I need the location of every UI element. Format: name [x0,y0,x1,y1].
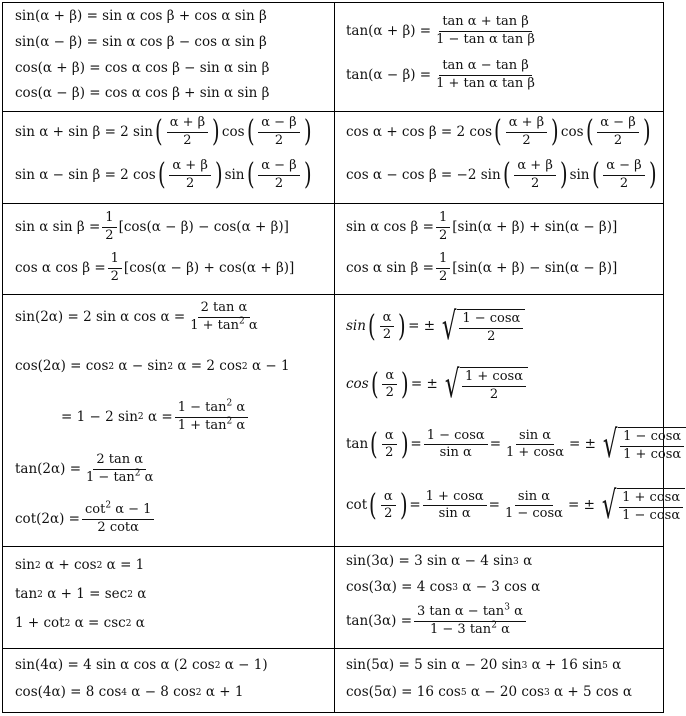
formula-cos-quadruple: cos(4α) = 8 cos 4 α − 8 cos 2 α + 1 [15,684,244,700]
formula-sin-sum: sin(α + β) = sin α cos β + cos α sin β [15,8,267,24]
row-divider [3,294,663,295]
formula-cos-sin-product: cos α sin β = $\frac{1}{2}$ [sin(α + β) − sin(α − β)] [346,251,618,284]
formula-pythagorean-3: 1 + cot 2 α = csc 2 α [15,615,145,631]
formula-cos-double: cos(2α) = cos 2 α − sin 2 α = 2 cos 2 α − 1 [15,358,290,374]
formula-sin-quadruple: sin(4α) = 4 sin α cos α (2 cos 2 α − 1) [15,657,268,673]
formula-cos-triple: cos(3α) = 4 cos 3 α − 3 cos α [346,579,541,595]
formula-cos-diff-to-product: cos α − cos β = −2 sin ( $\frac{\alpha + \beta}{2}$ ) sin ( $\frac{\alpha - \beta}{2}$ ) [346,157,657,193]
formula-cos-cos-product: cos α cos β = $\frac{1}{2}$ [cos(α − β) + cos(α + β)] [15,251,295,284]
formula-cos-sum: cos(α + β) = cos α cos β − sin α sin β [15,60,270,76]
formula-sin-diff-to-product: sin α − sin β = 2 cos ( $\frac{\alpha + \beta}{2}$ ) sin ( $\frac{\alpha - \beta}{2}$ ) [15,157,312,193]
formula-cos-double-alt: = 1 − 2 sin 2 α = $\frac{1 - \tan^2 \alpha}{1 + \tan^2 \alpha}$ [61,401,250,434]
formula-tan-diff: tan(α − β) = $\frac{\text{tan α − tan β}}{\text{1 + tan α tan β}}$ [346,58,535,91]
formula-sin-sum-to-product: sin α + sin β = 2 sin ( $\frac{\alpha + \beta}{2}$ ) cos ( $\frac{\alpha - \beta}{2}$ ) [15,114,312,150]
formula-sin-cos-product: sin α cos β = $\frac{1}{2}$ [sin(α + β) + sin(α − β)] [346,210,618,243]
formula-tan-half: tan ( $\frac{\alpha}{2}$ ) = $\frac{1 - \cos\alpha}{\text{sin α}}$ = $\frac{\text{sin α}}{1 + \cos\alpha}$ = ± √ $\frac{1 - \cos\alpha}{1 + \cos\alpha}$ [346,427,686,463]
formula-table [2,2,682,713]
formula-cos-sum-to-product: cos α + cos β = 2 cos ( $\frac{\alpha + \beta}{2}$ ) cos ( $\frac{\alpha - \beta}{2}$ ) [346,114,651,150]
formula-tan-double: tan(2α) = $\frac{\text{2 tan α}}{1 - \tan^2 \alpha}$ [15,452,154,485]
row-divider [3,111,663,112]
formula-tan-triple: tan(3α) = $\frac{3 \tan \alpha - \tan^3 \alpha}{1 - 3 \tan^2 \alpha}$ [346,605,528,638]
formula-pythagorean-2: tan 2 α + 1 = sec 2 α [15,586,147,602]
formula-pythagorean-1: sin 2 α + cos 2 α = 1 [15,557,145,573]
row-divider [3,648,663,649]
formula-sin-sin-product: sin α sin β = $\frac{1}{2}$ [cos(α − β) − cos(α + β)] [15,210,289,243]
formula-sin-double: sin(2α) = 2 sin α cos α = $\frac{\text{2 tan α}}{1 + \tan^2 \alpha}$ [15,300,258,333]
formula-cos-diff: cos(α − β) = cos α cos β + sin α sin β [15,85,270,101]
formula-cot-double: cot(2α) = $\frac{\cot^2 \alpha - 1}{2 \cot\alpha}$ [15,503,156,536]
formula-sin-quintuple: sin(5α) = 5 sin α − 20 sin 3 α + 16 sin 5 α [346,657,622,673]
formula-tan-sum: tan(α + β) = $\frac{\text{tan α + tan β}}{\text{1 − tan α tan β}}$ [346,14,535,47]
row-divider [3,203,663,204]
formula-cos-half: cos ( $\frac{\alpha}{2}$ ) = ± √ $\frac{1 + \cos\alpha}{2}$ [346,367,528,403]
column-divider [334,3,335,712]
row-divider [3,546,663,547]
formula-cot-half: cot ( $\frac{\alpha}{2}$ ) = $\frac{1 + \cos\alpha}{\text{sin α}}$ = $\frac{\text{sin α}}{1 - \cos\alpha}$ = ± √ $\frac{1 + \cos\alpha}{1 - \cos\alpha}$ [346,488,685,524]
formula-cos-quintuple: cos(5α) = 16 cos 5 α − 20 cos 3 α + 5 cos α [346,684,632,700]
formula-sin-diff: sin(α − β) = sin α cos β − cos α sin β [15,34,267,50]
formula-sin-half: sin ( $\frac{\alpha}{2}$ ) = ± √ $\frac{1 - \cos\alpha}{2}$ [346,309,525,345]
formula-sin-triple: sin(3α) = 3 sin α − 4 sin 3 α [346,553,533,569]
